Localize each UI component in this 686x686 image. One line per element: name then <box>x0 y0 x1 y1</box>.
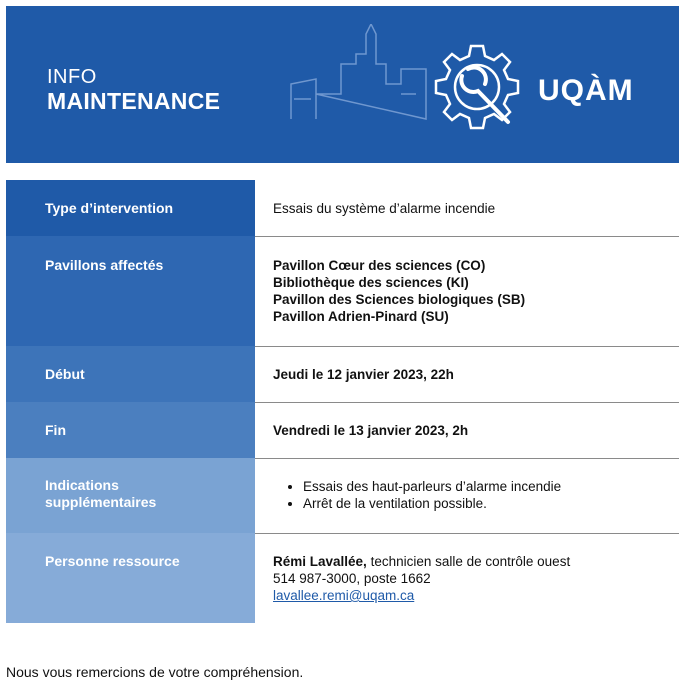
row-value-cell <box>255 180 679 237</box>
footer-text: Nous vous remercions de votre compréhension. <box>6 664 304 680</box>
row-label: Type d’intervention <box>45 200 174 216</box>
row-fin <box>6 402 679 458</box>
header-title-info: INFO <box>47 66 97 88</box>
row-debut <box>6 346 679 402</box>
indications-list <box>275 478 561 512</box>
row-value-cell <box>255 236 679 347</box>
contact-role: technicien salle de contrôle ouest <box>366 554 571 569</box>
row-label-cell <box>6 346 255 402</box>
row-indications <box>6 458 679 533</box>
pavillon-3: Pavillon des Sciences biologiques (SB) <box>273 292 526 307</box>
row-label-cell <box>6 236 255 346</box>
contact-email-link[interactable]: lavallee.remi@uqam.ca <box>273 588 415 603</box>
pavillon-1: Pavillon Cœur des sciences (CO) <box>273 258 486 273</box>
header-banner <box>6 6 679 163</box>
row-value-cell <box>255 458 679 534</box>
row-label: Fin <box>45 422 66 438</box>
row-label-cell <box>6 533 255 623</box>
row-label: Personne ressource <box>45 553 180 569</box>
row-label-cell <box>6 402 255 458</box>
row-value-cell <box>255 402 679 459</box>
contact-name: Rémi Lavallée, <box>273 554 367 569</box>
row-type-intervention <box>6 180 679 236</box>
pavillon-4: Pavillon Adrien-Pinard (SU) <box>273 309 449 324</box>
gear-wrench-icon <box>286 24 526 144</box>
list-item: • Essais des haut-parleurs d’alarme incendie <box>303 478 561 495</box>
row-label-line2: supplémentaires <box>45 494 157 510</box>
row-value-cell <box>255 533 679 623</box>
row-value: Jeudi le 12 janvier 2023, 22h <box>273 367 454 382</box>
row-label: Début <box>45 366 85 382</box>
contact-phone: 514 987-3000, poste 1662 <box>273 571 431 586</box>
list-item: • Arrêt de la ventilation possible. <box>303 495 561 512</box>
row-value: Vendredi le 13 janvier 2023, 2h <box>273 423 469 438</box>
row-label-cell <box>6 180 255 236</box>
contact-line <box>273 553 570 570</box>
pavillon-2: Bibliothèque des sciences (KI) <box>273 275 469 290</box>
row-personne-ressource <box>6 533 679 623</box>
row-pavillons <box>6 236 679 346</box>
uqam-logo: UQÀM <box>538 74 634 107</box>
header-title-maintenance: MAINTENANCE <box>47 88 221 114</box>
row-label-line1: Indications <box>45 477 119 493</box>
row-label-cell <box>6 458 255 533</box>
row-value: Essais du système d’alarme incendie <box>273 201 496 216</box>
row-value-cell <box>255 346 679 403</box>
row-label: Pavillons affectés <box>45 257 164 273</box>
